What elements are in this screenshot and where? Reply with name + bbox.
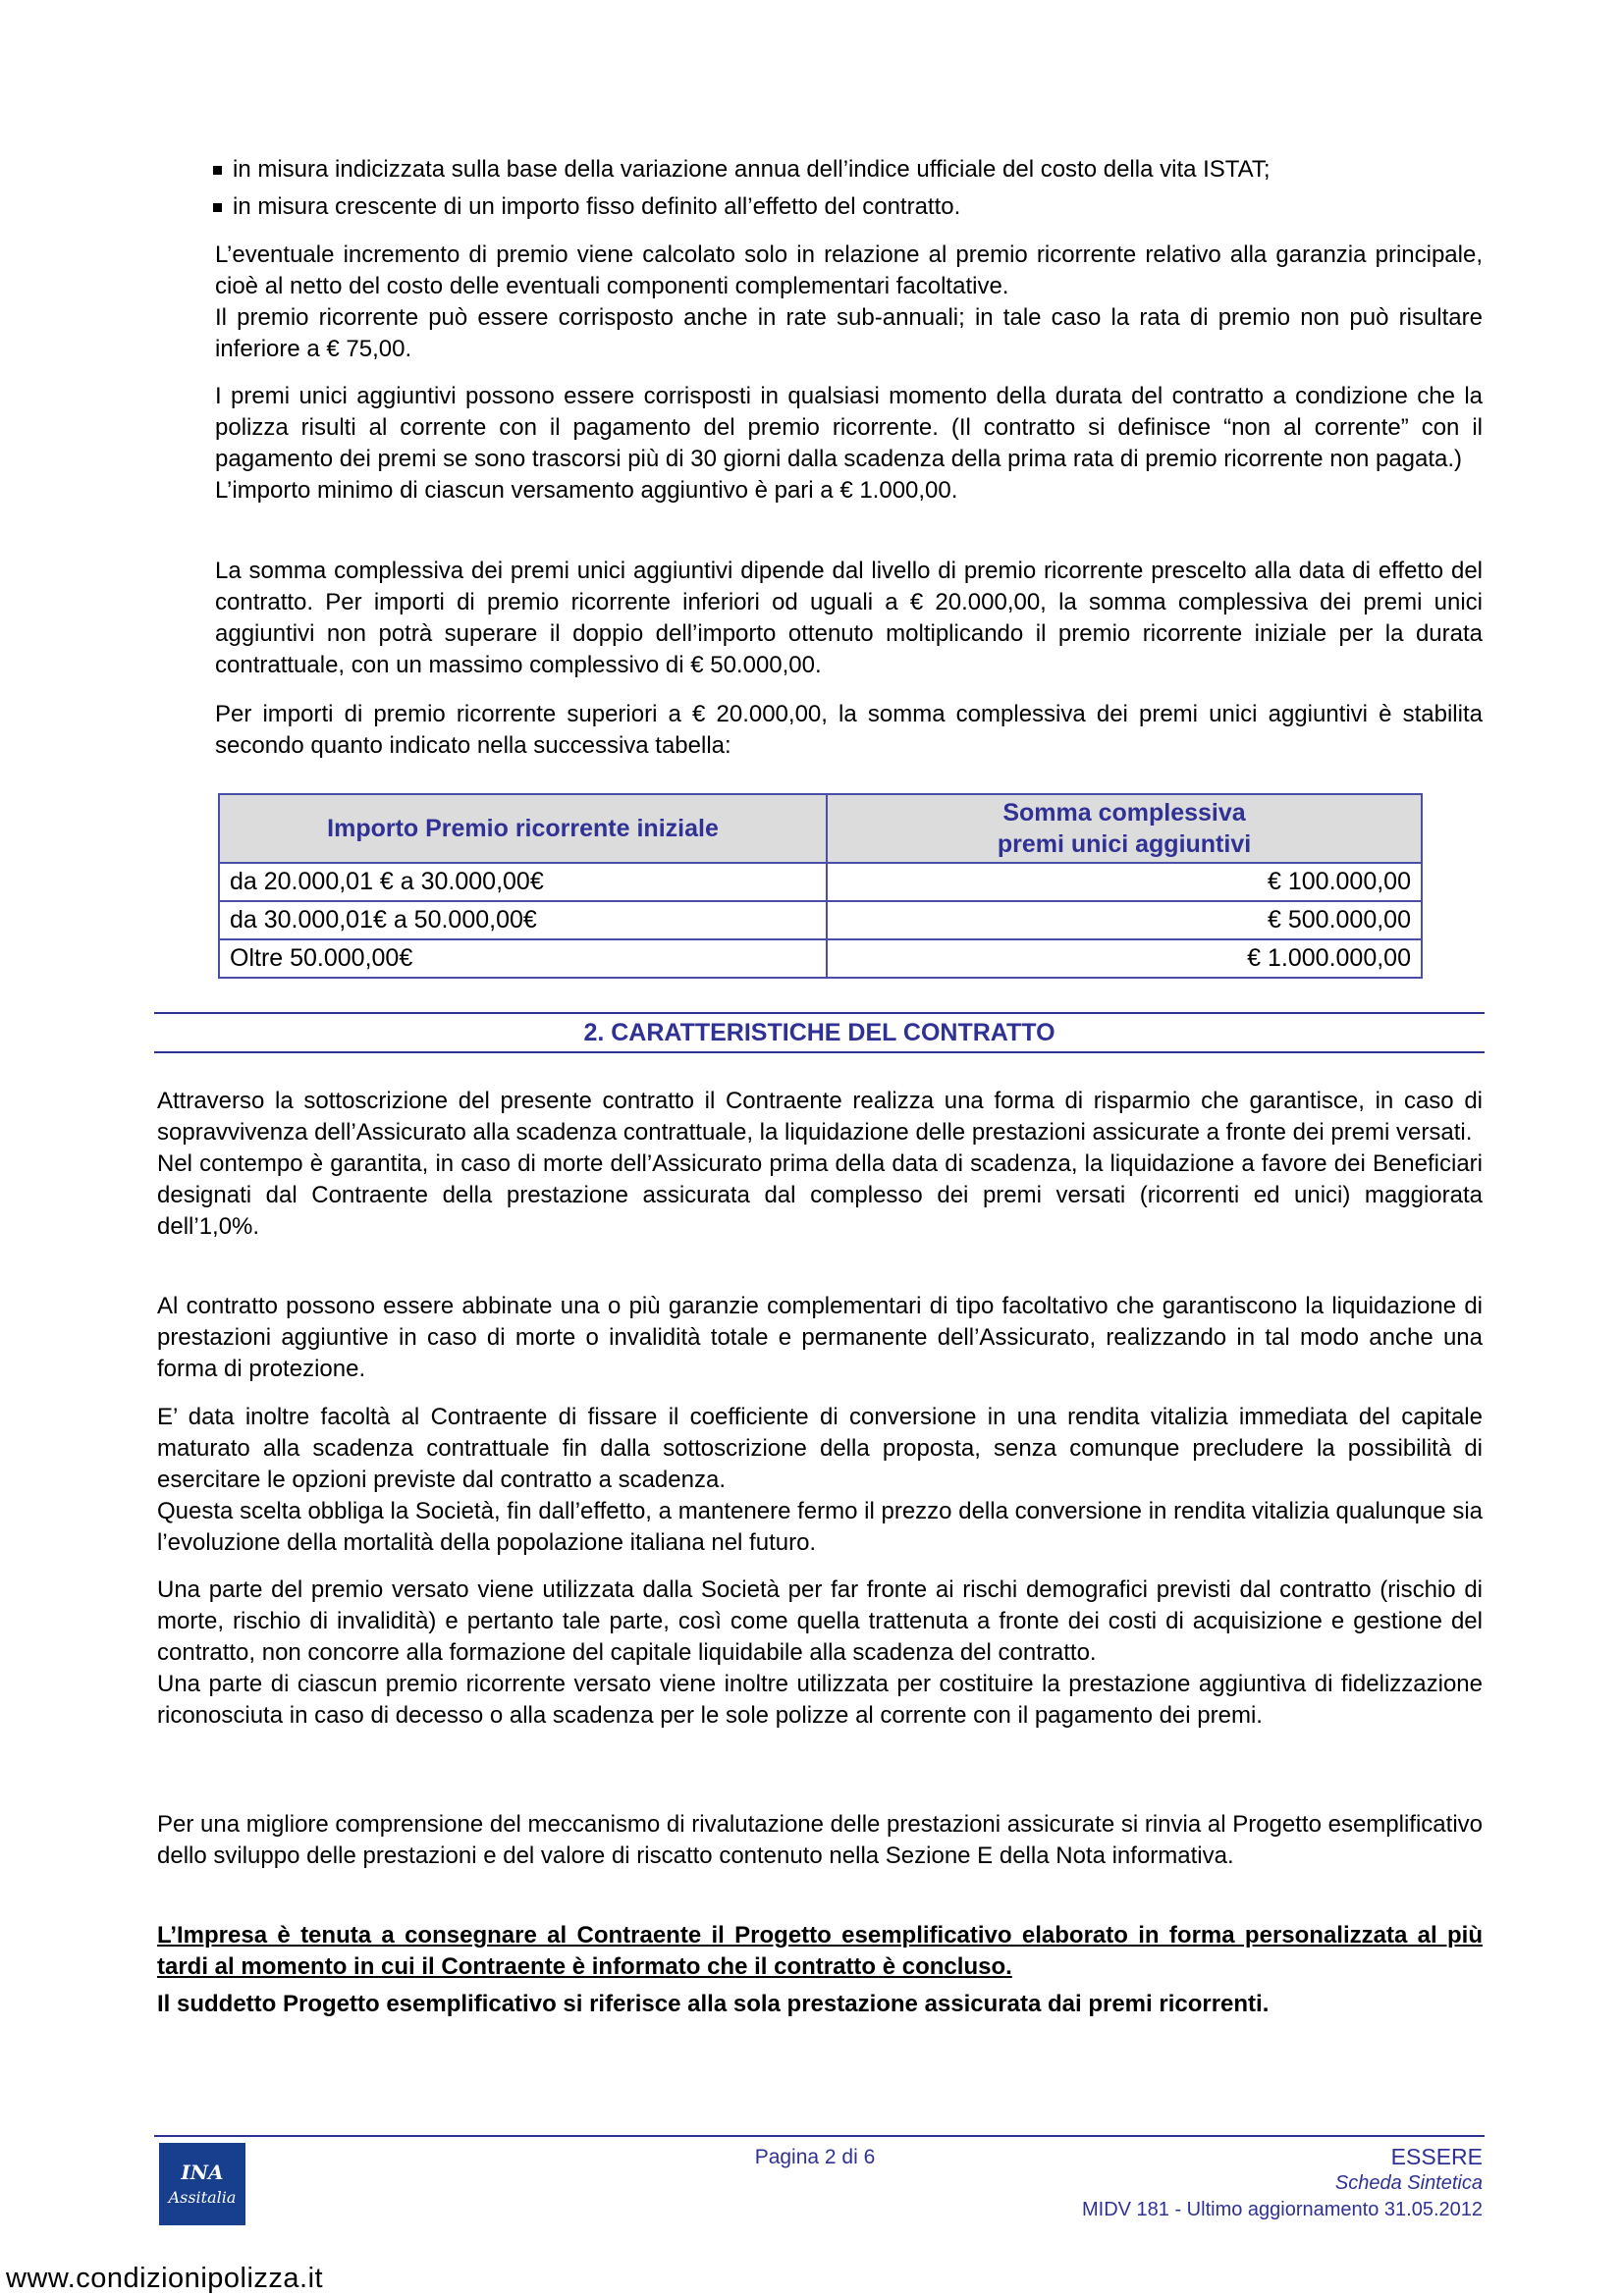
table-cell: € 1.000.000,00 (827, 939, 1422, 978)
premium-table (218, 793, 1423, 979)
page-number: Pagina 2 di 6 (754, 2146, 876, 2168)
section-divider (154, 1012, 1485, 1014)
ina-assitalia-logo: INA Assitalia (159, 2143, 245, 2225)
table-header-cell: Somma complessiva premi unici aggiuntivi (827, 794, 1422, 863)
notice-paragraph: Il suddetto Progetto esemplificativo si riferisce alla sola prestazione assicurata dai premi ricorrenti. (157, 1991, 1270, 2017)
table-row (219, 939, 1422, 978)
watermark-url: www.condizionipolizza.it (6, 2263, 324, 2294)
table-cell: € 100.000,00 (827, 863, 1422, 901)
document-code: MIDV 181 - Ultimo aggiornamento 31.05.2012 (1081, 2199, 1483, 2220)
table-cell: da 20.000,01 € a 30.000,00€ (219, 863, 827, 901)
table-row (219, 901, 1422, 939)
paragraph: E’ data inoltre facoltà al Contraente di fissare il coefficiente di conversione in una rendita vitalizia immediata del capitale maturato alla scadenza contrattuale fin dalla sottoscrizione della proposta, senza comunque precludere la possibilità di esercitare le opzioni previste dal contratto a scadenza. Questa scelta obbliga la Società, fin dall’effetto, a mantenere fermo il prezzo della conversione in rendita vitalizia qualunque sia l’evoluzione della mortalità della popolazione italiana nel futuro. (157, 1404, 1483, 1556)
table-header-row (219, 794, 1422, 863)
square-bullet-icon (213, 166, 222, 175)
table-cell: Oltre 50.000,00€ (219, 939, 827, 978)
paragraph: Una parte del premio versato viene utilizzata dalla Società per far fronte ai rischi demografici previsti dal contratto (rischio di morte, rischio di invalidità) e pertanto tale parte, così come quella trattenuta a fronte dei costi di acquisizione e gestione del contratto, non concorre alla formazione del capitale liquidabile alla scadenza del contratto. Una parte di ciascun premio ricorrente versato viene inoltre utilizzata per costituire la prestazione aggiuntiva di fidelizzazione riconosciuta in caso di decesso o alla scadenza per le sole polizze al corrente con il pagamento dei premi. (157, 1576, 1483, 1729)
paragraph: La somma complessiva dei premi unici aggiuntivi dipende dal livello di premio ricorrente prescelto alla data di effetto del contratto. Per importi di premio ricorrente inferiori od uguali a € 20.000,00, la somma complessiva dei premi unici aggiuntivi non potrà superare il doppio dell’importo ottenuto moltiplicando il premio ricorrente iniziale per la durata contrattuale, con un massimo complessivo di € 50.000,00. (215, 558, 1483, 678)
table-cell: € 500.000,00 (827, 901, 1422, 939)
paragraph: Per importi di premio ricorrente superiori a € 20.000,00, la somma complessiva dei premi unici aggiuntivi è stabilita secondo quanto indicato nella successiva tabella: (215, 701, 1483, 759)
bullet-item: in misura indicizzata sulla base della variazione annua dell’indice ufficiale del costo della vita ISTAT; (211, 153, 1483, 190)
paragraph: I premi unici aggiuntivi possono essere corrisposti in qualsiasi momento della durata del contratto a condizione che la polizza risulti al corrente con il pagamento del premio ricorrente. (Il contratto si definisce “non al corrente” con il pagamento dei premi se sono trascorsi più di 30 giorni dalla scadenza della prima rata di premio ricorrente non pagata.) L’importo minimo di ciascun versamento aggiuntivo è pari a € 1.000,00. (215, 383, 1483, 504)
table-header-cell: Importo Premio ricorrente iniziale (219, 794, 827, 863)
paragraph: Per una migliore comprensione del meccanismo di rivalutazione delle prestazioni assicurate si rinvia al Progetto esemplificativo dello sviluppo delle prestazioni e del valore di riscatto contenuto nella Sezione E della Nota informativa. (157, 1811, 1483, 1869)
table-row (219, 863, 1422, 901)
table-cell: da 30.000,01€ a 50.000,00€ (219, 901, 827, 939)
paragraph: Al contratto possono essere abbinate una o più garanzie complementari di tipo facoltativo che garantiscono la liquidazione di prestazioni aggiuntive in caso di morte o invalidità totale e permanente dell’Assicurato, realizzando in tal modo anche una forma di protezione. (157, 1293, 1483, 1382)
product-name: ESSERE (1390, 2144, 1483, 2169)
notice-paragraph: L’Impresa è tenuta a consegnare al Contraente il Progetto esemplificativo elaborato in forma personalizzata al più tardi al momento in cui il Contraente è informato che il contratto è concluso. (157, 1922, 1483, 1980)
bullet-list (211, 153, 1483, 228)
paragraph: L’eventuale incremento di premio viene calcolato solo in relazione al premio ricorrente relativo alla garanzia principale, cioè al netto del costo delle eventuali componenti complementari facoltative. Il premio ricorrente può essere corrisposto anche in rate sub-annuali; in tale caso la rata di premio non può risultare inferiore a € 75,00. (215, 241, 1483, 362)
section-divider (154, 1051, 1485, 1053)
bullet-item: in misura crescente di un importo fisso definito all’effetto del contratto. (211, 190, 1483, 228)
section-title: 2. CARATTERISTICHE DEL CONTRATTO (583, 1019, 1055, 1046)
square-bullet-icon (213, 203, 222, 212)
footer-divider (154, 2135, 1485, 2137)
paragraph: Attraverso la sottoscrizione del presente contratto il Contraente realizza una forma di risparmio che garantisce, in caso di sopravvivenza dell’Assicurato alla scadenza contrattuale, la liquidazione delle prestazioni assicurate a fronte dei premi versati. Nel contempo è garantita, in caso di morte dell’Assicurato prima della data di scadenza, la liquidazione a favore dei Beneficiari designati dal Contraente della prestazione assicurata dal complesso dei premi versati (ricorrenti ed unici) maggiorata dell’1,0%. (157, 1088, 1483, 1240)
document-type: Scheda Sintetica (1334, 2172, 1483, 2194)
